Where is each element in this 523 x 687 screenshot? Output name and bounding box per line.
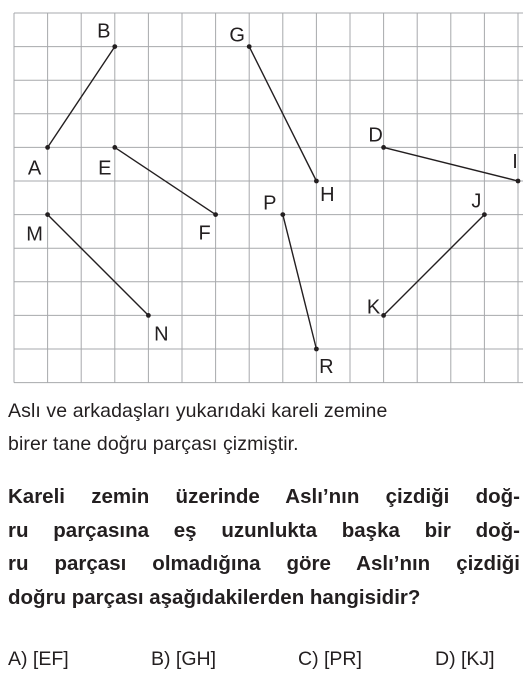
intro-text <box>8 395 520 461</box>
point-h <box>314 179 319 184</box>
question-line-2: ru parçasına eş uzunlukta başka bir doğ- <box>8 518 520 542</box>
point-label-n: N <box>154 323 169 346</box>
option-d[interactable]: D) [KJ] <box>435 648 495 670</box>
point-j <box>482 212 487 217</box>
point-label-i: I <box>512 151 518 173</box>
point-f <box>213 212 218 217</box>
segment-kj <box>384 215 485 316</box>
point-label-k: K <box>366 296 381 319</box>
point-n <box>146 313 151 318</box>
point-label-h: H <box>320 184 335 206</box>
point-label-m: M <box>26 223 43 246</box>
answer-options <box>8 648 518 678</box>
point-label-r: R <box>319 356 334 378</box>
segment-mn <box>48 215 149 316</box>
question-line-4: doğru parçası aşağıdakilerden hangisidir? <box>8 585 421 609</box>
intro-line-1: Aslı ve arkadaşları yukarıdaki kareli zemine <box>8 400 388 422</box>
question-text <box>8 480 520 614</box>
point-label-b: B <box>97 20 111 43</box>
question-line-3: ru parçası olmadığına göre Aslı’nın çizdiği <box>8 552 520 575</box>
point-k <box>381 313 386 318</box>
point-label-f: F <box>198 222 211 245</box>
point-label-p: P <box>263 192 277 215</box>
point-e <box>112 145 117 150</box>
point-label-d: D <box>368 124 383 147</box>
point-i <box>516 179 521 184</box>
point-m <box>45 212 50 217</box>
option-b[interactable]: B) [GH] <box>151 648 217 670</box>
point-a <box>45 145 50 150</box>
intro-line-2: birer tane doğru parçası çizmiştir. <box>8 433 299 455</box>
point-label-e: E <box>98 157 112 180</box>
question-line-1: Kareli zemin üzerinde Aslı’nın çizdiği doğ- <box>8 485 520 508</box>
point-label-g: G <box>229 24 245 47</box>
point-labels <box>26 21 518 378</box>
point-label-j: J <box>471 190 482 213</box>
point-p <box>280 212 285 217</box>
point-r <box>314 347 319 352</box>
point-label-a: A <box>27 157 42 180</box>
point-g <box>247 44 252 49</box>
option-a[interactable]: A) [EF] <box>8 648 69 670</box>
point-b <box>112 44 117 49</box>
option-c[interactable]: C) [PR] <box>298 648 362 670</box>
